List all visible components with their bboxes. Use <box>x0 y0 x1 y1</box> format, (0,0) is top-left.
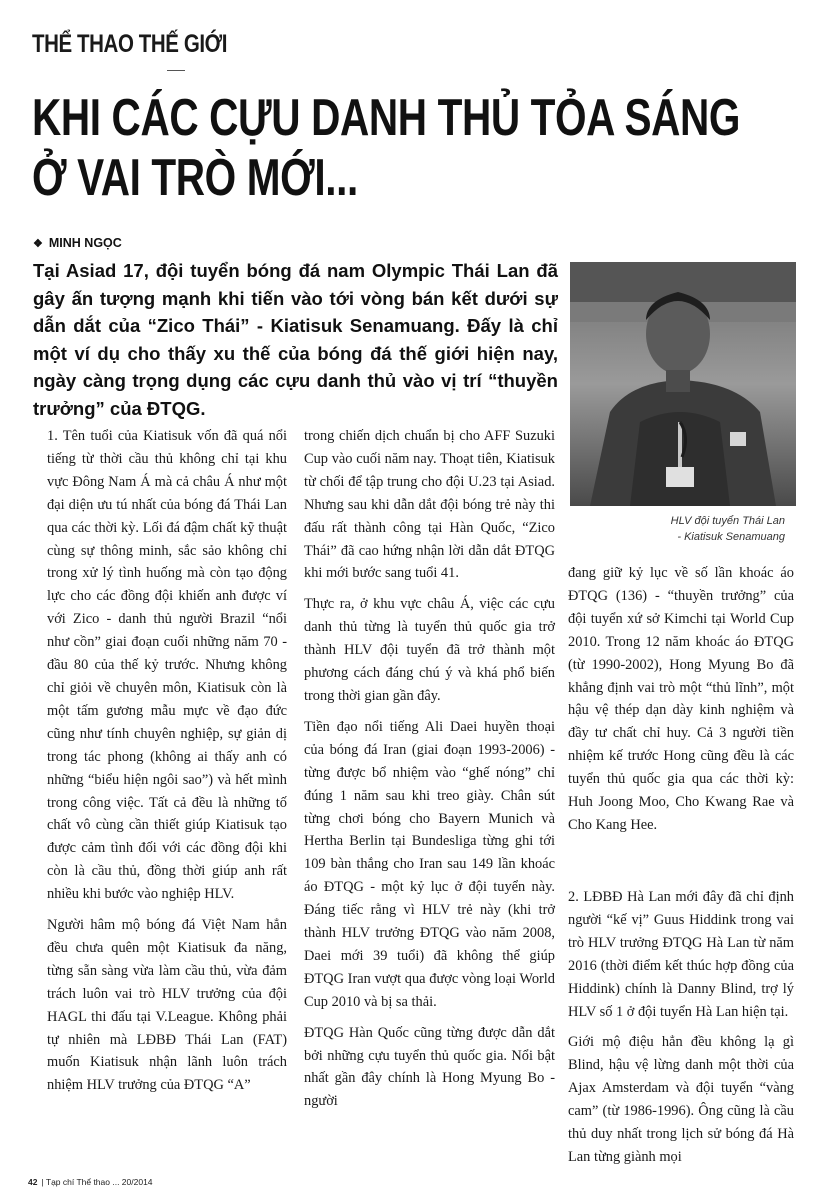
lead-paragraph: Tại Asiad 17, đội tuyển bóng đá nam Olympic Thái Lan đã gây ấn tượng mạnh khi tiến vào tới vòng bán kết dưới sự dẫn dắt của “Zico Thái” - Kiatisuk Senamuang. Đấy là chỉ một ví dụ cho thấy xu thế của bóng đá thế giới hiện nay, ngày càng trọng dụng các cựu danh thủ vào vị trí “thuyền trưởng” của ĐTQG. <box>33 260 558 419</box>
article-title <box>32 88 812 208</box>
section-label: THỂ THAO THẾ GIỚI <box>32 30 228 58</box>
section-number: 2. <box>568 889 579 905</box>
paragraph: Người hâm mộ bóng đá Việt Nam hẳn đều chưa quên một Kiatisuk đa năng, từng sẵn sàng vừa làm cầu thủ, vừa đảm trách luôn vai trò HLV trưởng của đội HAGL thi đấu tại V.League. Không phải tự nhiên mà LĐBĐ Thái Lan (FAT) muốn Kiatisuk nhận lãnh luôn trách nhiệm HLV trưởng của ĐTQG “A” <box>47 917 287 1094</box>
paragraph: Thực ra, ở khu vực châu Á, việc các cựu danh thủ từng là tuyển thủ quốc gia trở thành HLV đội tuyển đã trở thành một phương cách đáng chú ý và khá phổ biến trong thời gian gần đây. <box>304 596 555 704</box>
paragraph-text: LĐBĐ Hà Lan mới đây đã chỉ định người “kế vị” Guus Hiddink trong vai trò HLV trưởng ĐTQG Hà Lan từ năm 2016 (thời điểm kết thúc hợp đồng của Hiddink) chính là Danny Blind, trợ lý HLV số 1 ở đội tuyển Hà Lan hiện tại. <box>568 889 794 1020</box>
paragraph: Tiền đạo nổi tiếng Ali Daei huyền thoại của bóng đá Iran (giai đoạn 1993-2006) - từng được bổ nhiệm vào “ghế nóng” chỉ đúng 1 năm sau khi treo giày. Chân sút từng chơi bóng cho Bayern Munich và Hertha Berlin tại Bundesliga từng ghi tới 109 bàn thắng cho Iran sau 149 lần khoác áo ĐTQG - một kỷ lục ở đội tuyển này. Đáng tiếc rằng vì HLV trẻ này (khi trở thành HLV trưởng ĐTQG vào năm 2008, Daei mới 39 tuổi) đã không thể giúp ĐTQG Iran vượt qua được vòng loại World Cup 2010 và bị sa thải. <box>304 718 555 1010</box>
column-2 <box>304 425 555 1113</box>
bullet-icon: ❖ <box>33 238 43 250</box>
coach-photo-icon <box>570 262 796 506</box>
paragraph: đang giữ kỷ lục về số lần khoác áo ĐTQG (136) - “thuyền trưởng” của đội tuyển xứ sở Kimchi tại World Cup 2010. Trong 12 năm khoác áo ĐTQG (từ 1990-2002), Hong Myung Bo đã khẳng định vai trò một “thủ lĩnh”, một hậu vệ thép dạn dày kinh nghiệm và đầy tư chất chỉ huy. Cả 3 người tiền nhiệm kế trước Hong cũng đều là các tuyển thủ quốc gia qua các thời kỳ: Huh Joong Moo, Cho Kwang Rae và Cho Kang Hee. <box>568 565 794 833</box>
title-line-1: KHI CÁC CỰU DANH THỦ TỎA SÁNG <box>32 89 741 147</box>
title-line-2: Ở VAI TRÒ MỚI... <box>32 149 358 207</box>
caption-line-1: HLV đội tuyển Thái Lan <box>670 515 785 527</box>
column-3 <box>568 562 794 837</box>
paragraph-text: Tên tuổi của Kiatisuk vốn đã quá nổi tiếng từ thời cầu thủ không chỉ tại khu vực Đông Nam Á mà cả châu Á như một đại diện ưu tú nhất của bóng đá Thái Lan qua các thời kỳ. Lối đá đậm chất kỹ thuật cùng sự thông minh, sắc sảo không chỉ trong xử lý tình huống mà còn tạo động lực cho các đồng đội khiến anh được ví với Zico - danh thủ người Brazil “nổi như cồn” giai đoạn cuối những năm 70 - đầu 80 của thế kỷ trước. Nhưng không chỉ giỏi về chuyên môn, Kiatisuk còn là một tấm gương mẫu mực về đạo đức cũng như tính chuyên nghiệp, sự giản dị trong tác phong (không ai thấy anh có những “biểu hiện ngôi sao”) và hết mình trong công việc. Tất cả đều là những tố chất vô cùng cần thiết giúp Kiatisuk tạo được cảm tình đối với các đồng đội khi còn là cầu thủ, đồng thời giúp anh rất nhiều khi bước vào nghiệp HLV. <box>47 428 288 903</box>
page-footer <box>28 1177 153 1187</box>
caption-line-2: - Kiatisuk Senamuang <box>677 531 785 543</box>
photo-caption <box>575 513 785 545</box>
column-1 <box>47 425 287 1097</box>
page-number: 42 <box>28 1177 38 1187</box>
divider <box>167 70 185 71</box>
paragraph: trong chiến dịch chuẩn bị cho AFF Suzuki Cup vào cuối năm nay. Thoạt tiên, Kiatisuk từ chối để tập trung cho đội U.23 tại Asiad. Nhưng sau khi dẫn dắt đội bóng trẻ này thi đấu rất thành công tại Hàn Quốc, “Zico Thái” đã cao hứng nhận lời dẫn dắt ĐTQG khi mới bước sang tuổi 41. <box>304 428 555 582</box>
byline <box>33 236 122 250</box>
footer-text: | Tạp chí Thể thao ... 20/2014 <box>41 1177 153 1187</box>
paragraph: Giới mộ điệu hẳn đều không lạ gì Blind, hậu vệ lừng danh một thời của Ajax Amsterdam và đội tuyển “vàng cam” (từ 1986-1996). Ông cũng là cầu thủ duy nhất trong lịch sử bóng đá Hà Lan từng giành mọi <box>568 1034 794 1165</box>
paragraph <box>47 425 287 906</box>
coach-photo <box>570 262 796 506</box>
paragraph: ĐTQG Hàn Quốc cũng từng được dẫn dắt bởi những cựu tuyển thủ quốc gia. Nổi bật nhất gần đây chính là Hong Myung Bo - người <box>304 1024 555 1110</box>
paragraph <box>568 886 794 1023</box>
section-number: 1. <box>47 428 58 444</box>
author-name: MINH NGỌC <box>48 236 122 250</box>
column-3-continued <box>568 886 794 1169</box>
